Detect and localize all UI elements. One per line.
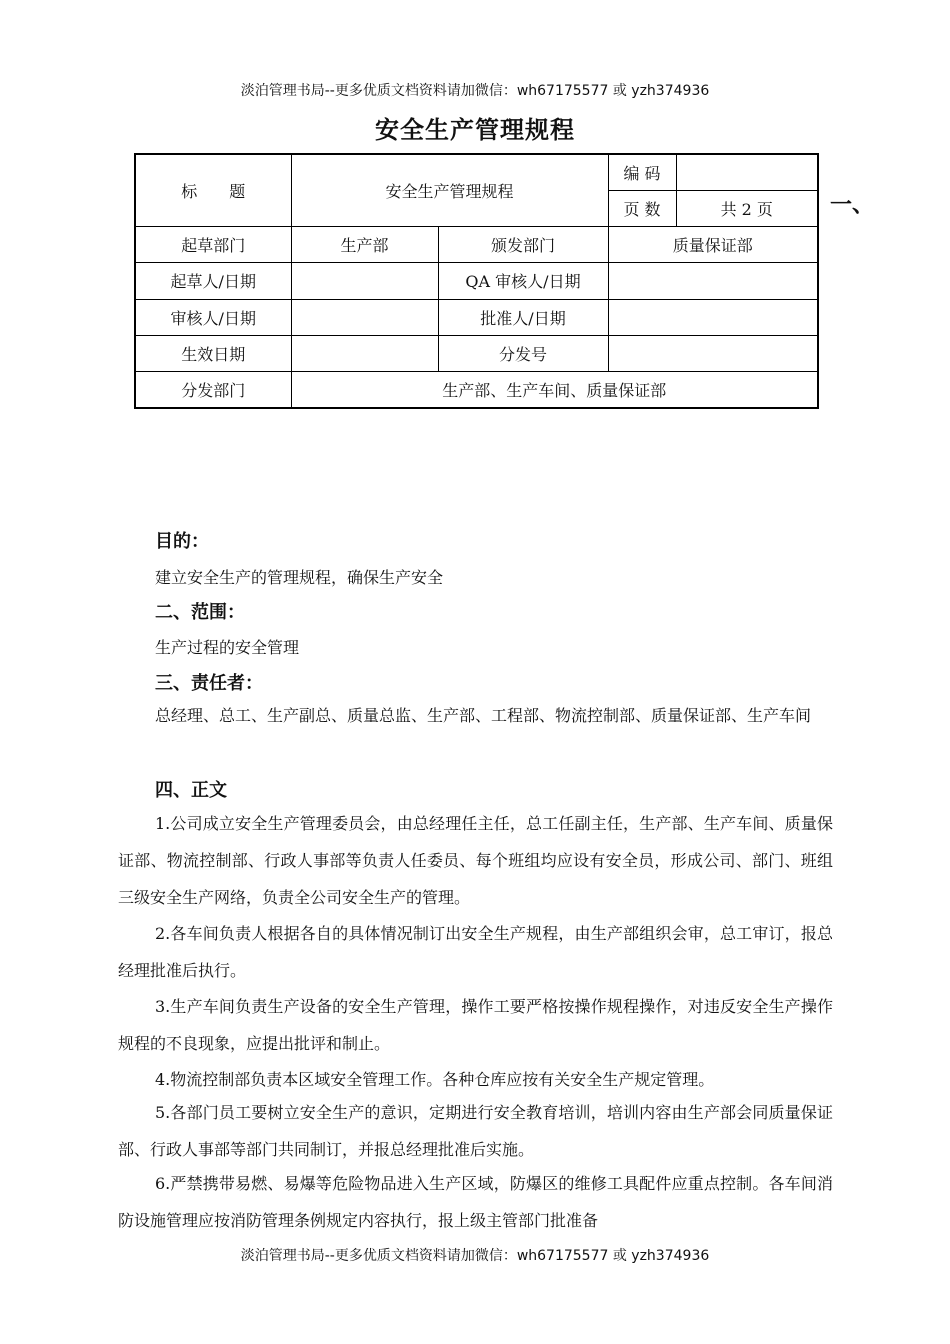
body-item-5: 5.各部门员工要树立安全生产的意识，定期进行安全教育培训，培训内容由生产部会同质量保证部、行政人事部等部门共同制订，并报总经理批准后实施。 [118, 1103, 833, 1159]
body-item-1: 1.公司成立安全生产管理委员会，由总经理任主任，总工任副主任，生产部、生产车间、质量保证部、物流控制部、行政人事部等负责人任委员、每个班组均应设有安全员，形成公司、部门、班组三级安全生产网络，负责全公司安全生产的管理。 [118, 814, 833, 907]
page-footer: 淡泊管理书局--更多优质文档资料请加微信：wh67175577 或 yzh374936 [240, 1248, 710, 1264]
reviewer-label: 审核人/日期 [135, 299, 291, 335]
reviewer-value [291, 299, 438, 335]
body-item-3: 3.生产车间负责生产设备的安全生产管理，操作工要严格按操作规程操作，对违反安全生产操作规程的不良现象，应提出批评和制止。 [118, 997, 833, 1053]
drafter-label: 起草人/日期 [135, 263, 291, 299]
distribution-dept-label: 分发部门 [135, 372, 291, 408]
code-value [676, 154, 818, 190]
page-header: 淡泊管理书局--更多优质文档资料请加微信：wh67175577 或 yzh374936 [240, 83, 710, 99]
issue-dept-value: 质量保证部 [608, 227, 818, 263]
pages-label: 页 数 [608, 190, 676, 226]
title-label: 标 题 [135, 154, 291, 227]
qa-reviewer-label: QA 审核人/日期 [438, 263, 608, 299]
title-value: 安全生产管理规程 [291, 154, 608, 227]
issue-dept-label: 颁发部门 [438, 227, 608, 263]
body-item-4: 4.物流控制部负责本区域安全管理工作。各种仓库应按有关安全生产规定管理。 [155, 1070, 715, 1089]
purpose-heading: 目的： [155, 531, 209, 552]
scope-text: 生产过程的安全管理 [155, 638, 300, 657]
body-heading: 四、正文 [155, 780, 227, 801]
pages-value: 共 2 页 [676, 190, 818, 226]
scope-heading: 二、范围： [155, 602, 245, 623]
distribution-number-label: 分发号 [438, 335, 608, 371]
responsibility-heading: 三、责任者： [155, 673, 263, 694]
purpose-text: 建立安全生产的管理规程，确保生产安全 [155, 568, 444, 587]
section-one-marker: 一、 [830, 192, 875, 218]
effective-date-value [291, 335, 438, 371]
approver-value [608, 299, 818, 335]
document-info-table [134, 153, 819, 409]
qa-reviewer-value [608, 263, 818, 299]
effective-date-label: 生效日期 [135, 335, 291, 371]
document-title: 安全生产管理规程 [375, 115, 575, 144]
approver-label: 批准人/日期 [438, 299, 608, 335]
distribution-number-value [608, 335, 818, 371]
code-label: 编 码 [608, 154, 676, 190]
distribution-dept-value: 生产部、生产车间、质量保证部 [291, 372, 818, 408]
body-item-6: 6.严禁携带易燃、易爆等危险物品进入生产区域，防爆区的维修工具配件应重点控制。各车间消防设施管理应按消防管理条例规定内容执行，报上级主管部门批准备 [118, 1174, 833, 1230]
responsibility-text: 总经理、总工、生产副总、质量总监、生产部、工程部、物流控制部、质量保证部、生产车间 [155, 706, 812, 725]
draft-dept-value: 生产部 [291, 227, 438, 263]
drafter-value [291, 263, 438, 299]
body-item-2: 2.各车间负责人根据各自的具体情况制订出安全生产规程，由生产部组织会审，总工审订，报总经理批准后执行。 [118, 924, 833, 980]
draft-dept-label: 起草部门 [135, 227, 291, 263]
